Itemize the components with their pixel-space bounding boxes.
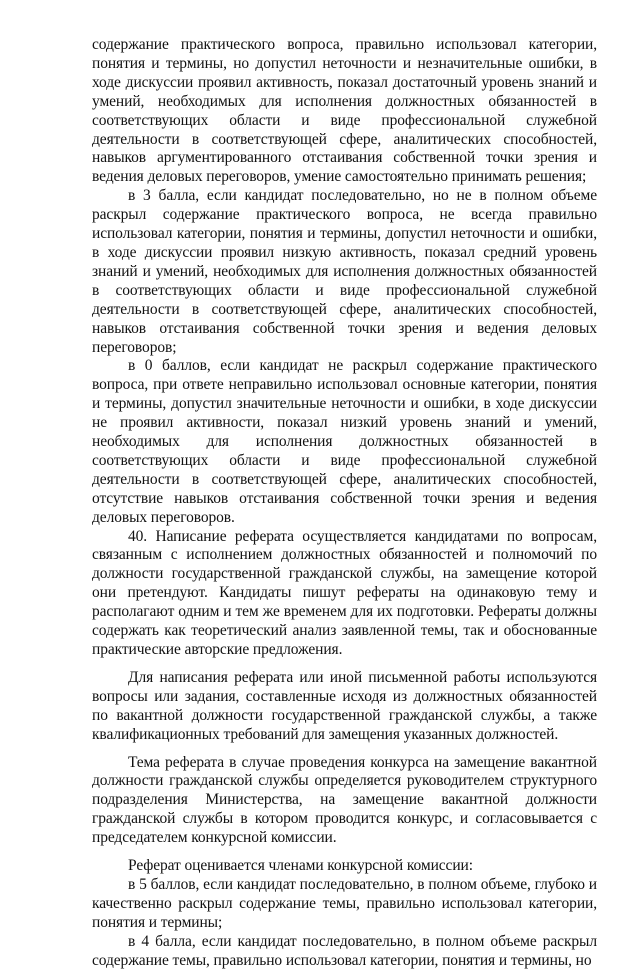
paragraph-item-40-essay: 40. Написание реферата осуществляется кандидатами по вопросам, связанным с исполнением должностных обязанностей и полномочий по должности государственной гражданской службы, на замещение которой они претендуют. Кандидаты пишут рефераты на одинаковую тему и располагают одним и тем же временем для их подготовки. Рефераты должны содержать как теоретический анализ заявленной темы, так и обоснованные практические авторские предложения. [92, 527, 597, 658]
paragraph-score-5-essay: в 5 баллов, если кандидат последовательно, в полном объеме, глубоко и качественно раскрыл содержание темы, правильно использовал категории, понятия и термины; [92, 875, 597, 931]
paragraph-score-3-practical: в 3 балла, если кандидат последовательно, но не в полном объеме раскрыл содержание практического вопроса, не всегда правильно использовал категории, понятия и термины, допустил неточности и ошибки, в ходе дискуссии проявил низкую активность, показал средний уровень знаний и умений, необходимых для исполнения должностных обязанностей в соответствующих области и виде профессиональной служебной деятельности в соответствующей сфере, аналитических способностей, навыков отстаивания собственной точки зрения и ведения деловых переговоров; [92, 187, 597, 356]
paragraph-essay-topic: Тема реферата в случае проведения конкурса на замещение вакантной должности гражданской службы определяется руководителем структурного подразделения Министерства, на замещение вакантной должности гражданской службы в котором проводится конкурс, и согласовывается с председателем конкурсной комиссии. [92, 753, 597, 847]
document-page [92, 36, 597, 971]
paragraph-score-0-practical: в 0 баллов, если кандидат не раскрыл содержание практического вопроса, при ответе неправильно использовал основные категории, понятия и термины, допустил значительные неточности и ошибки, в ходе дискуссии не проявил активности, показал низкий уровень знаний и умений, необходимых для исполнения должностных обязанностей в соответствующих области и виде профессиональной служебной деятельности в соответствующей сфере, аналитических способностей, отсутствие навыков отстаивания собственной точки зрения и ведения деловых переговоров. [92, 357, 597, 526]
paragraph-score-4-practical-continued: содержание практического вопроса, правильно использовал категории, понятия и термины, но допустил неточности и незначительные ошибки, в ходе дискуссии проявил активность, показал достаточный уровень знаний и умений, необходимых для исполнения должностных обязанностей в соответствующих области и виде профессиональной служебной деятельности в соответствующей сфере, аналитических способностей, навыков аргументированного отстаивания собственной точки зрения и ведения деловых переговоров, умение самостоятельно принимать решения; [92, 36, 597, 186]
paragraph-essay-evaluation: Реферат оценивается членами конкурсной комиссии: [128, 857, 473, 875]
paragraph-essay-questions: Для написания реферата или иной письменной работы используются вопросы или задания, составленные исходя из должностных обязанностей по вакантной должности государственной гражданской службы, а также квалификационных требований для замещения указанных должностей. [92, 668, 597, 743]
paragraph-score-4-essay: в 4 балла, если кандидат последовательно, в полном объеме раскрыл содержание темы, правильно использовал категории, понятия и термины, но [92, 932, 597, 969]
